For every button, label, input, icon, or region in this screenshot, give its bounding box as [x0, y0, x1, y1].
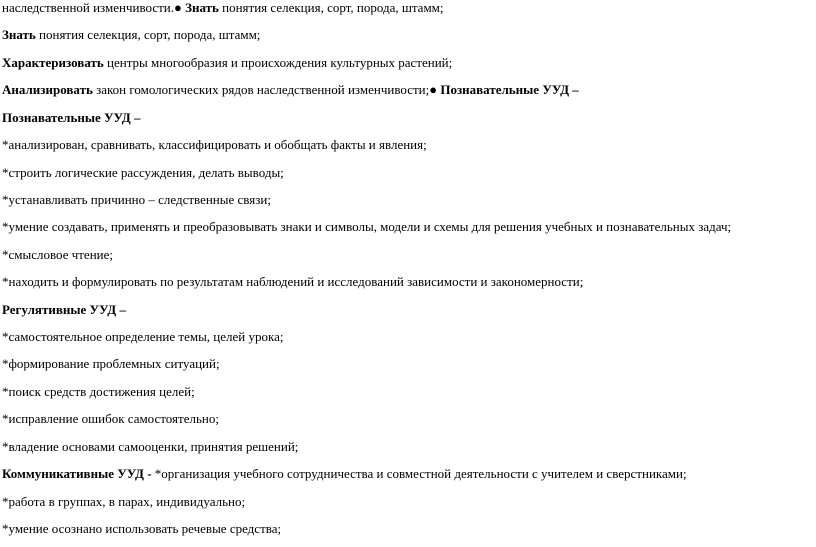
line-text: *устанавливать причинно – следственные связи; — [2, 192, 271, 207]
text-line-18 — [2, 466, 687, 482]
line-text: *находить и формулировать по результатам наблюдений и исследований зависимости и закономерности; — [2, 274, 584, 289]
text-line-1 — [2, 0, 444, 16]
line-bold: Анализировать — [2, 82, 93, 97]
bullet-icon: ● — [174, 0, 182, 15]
text-line-6 — [2, 137, 427, 153]
line-text: *работа в группах, в парах, индивидуально; — [2, 494, 246, 509]
line-text: *анализирован, сравнивать, классифицировать и обобщать факты и явления; — [2, 137, 427, 152]
line-bold: Познавательные УУД – — [437, 82, 579, 97]
text-line-17 — [2, 439, 298, 455]
text-line-2 — [2, 27, 260, 43]
line-text: понятия селекция, сорт, порода, штамм; — [35, 27, 261, 42]
text-line-8 — [2, 192, 271, 208]
line-text: *умение осознано использовать речевые средства; — [2, 521, 282, 536]
line-text: *смысловое чтение; — [2, 247, 114, 262]
text-line-15 — [2, 384, 195, 400]
text-line-10 — [2, 247, 113, 263]
text-line-16 — [2, 411, 219, 427]
line-text: наследственной изменчивости. — [2, 0, 174, 15]
line-text: *строить логические рассуждения, делать выводы; — [2, 165, 284, 180]
bullet-icon: ● — [429, 82, 438, 97]
line-text: *исправление ошибок самостоятельно; — [2, 411, 219, 426]
line-bold: Знать — [181, 0, 219, 15]
text-line-14 — [2, 356, 220, 372]
line-text: закон гомологических рядов наследственной изменчивости; — [92, 82, 430, 97]
text-line-13 — [2, 329, 284, 345]
line-text: *самостоятельное определение темы, целей урока; — [2, 329, 284, 344]
line-bold: Знать — [2, 27, 36, 42]
line-text: *формирование проблемных ситуаций; — [2, 356, 220, 371]
text-line-7 — [2, 165, 284, 181]
line-text: центры многообразия и происхождения культурных растений; — [103, 55, 453, 70]
text-line-5 — [2, 110, 140, 126]
text-line-3 — [2, 55, 452, 71]
line-text: понятия селекция, сорт, порода, штамм; — [218, 0, 444, 15]
section-heading: Познавательные УУД – — [2, 110, 141, 125]
line-bold: Характеризовать — [2, 55, 104, 70]
text-line-20 — [2, 521, 281, 537]
line-text: *владение основами самооценки, принятия решений; — [2, 439, 299, 454]
line-text: *организация учебного сотрудничества и совместной деятельности с учителем и сверстниками; — [151, 466, 687, 481]
text-line-11 — [2, 274, 583, 290]
text-line-12 — [2, 302, 126, 318]
section-heading: Коммуникативные УУД - — [2, 466, 152, 481]
text-line-4 — [2, 82, 579, 98]
line-text: *умение создавать, применять и преобразовывать знаки и символы, модели и схемы для решения учебных и познавательных задач; — [2, 219, 732, 234]
section-heading: Регулятивные УУД – — [2, 302, 126, 317]
text-line-19 — [2, 494, 245, 510]
line-text: *поиск средств достижения целей; — [2, 384, 195, 399]
text-line-9 — [2, 219, 731, 235]
